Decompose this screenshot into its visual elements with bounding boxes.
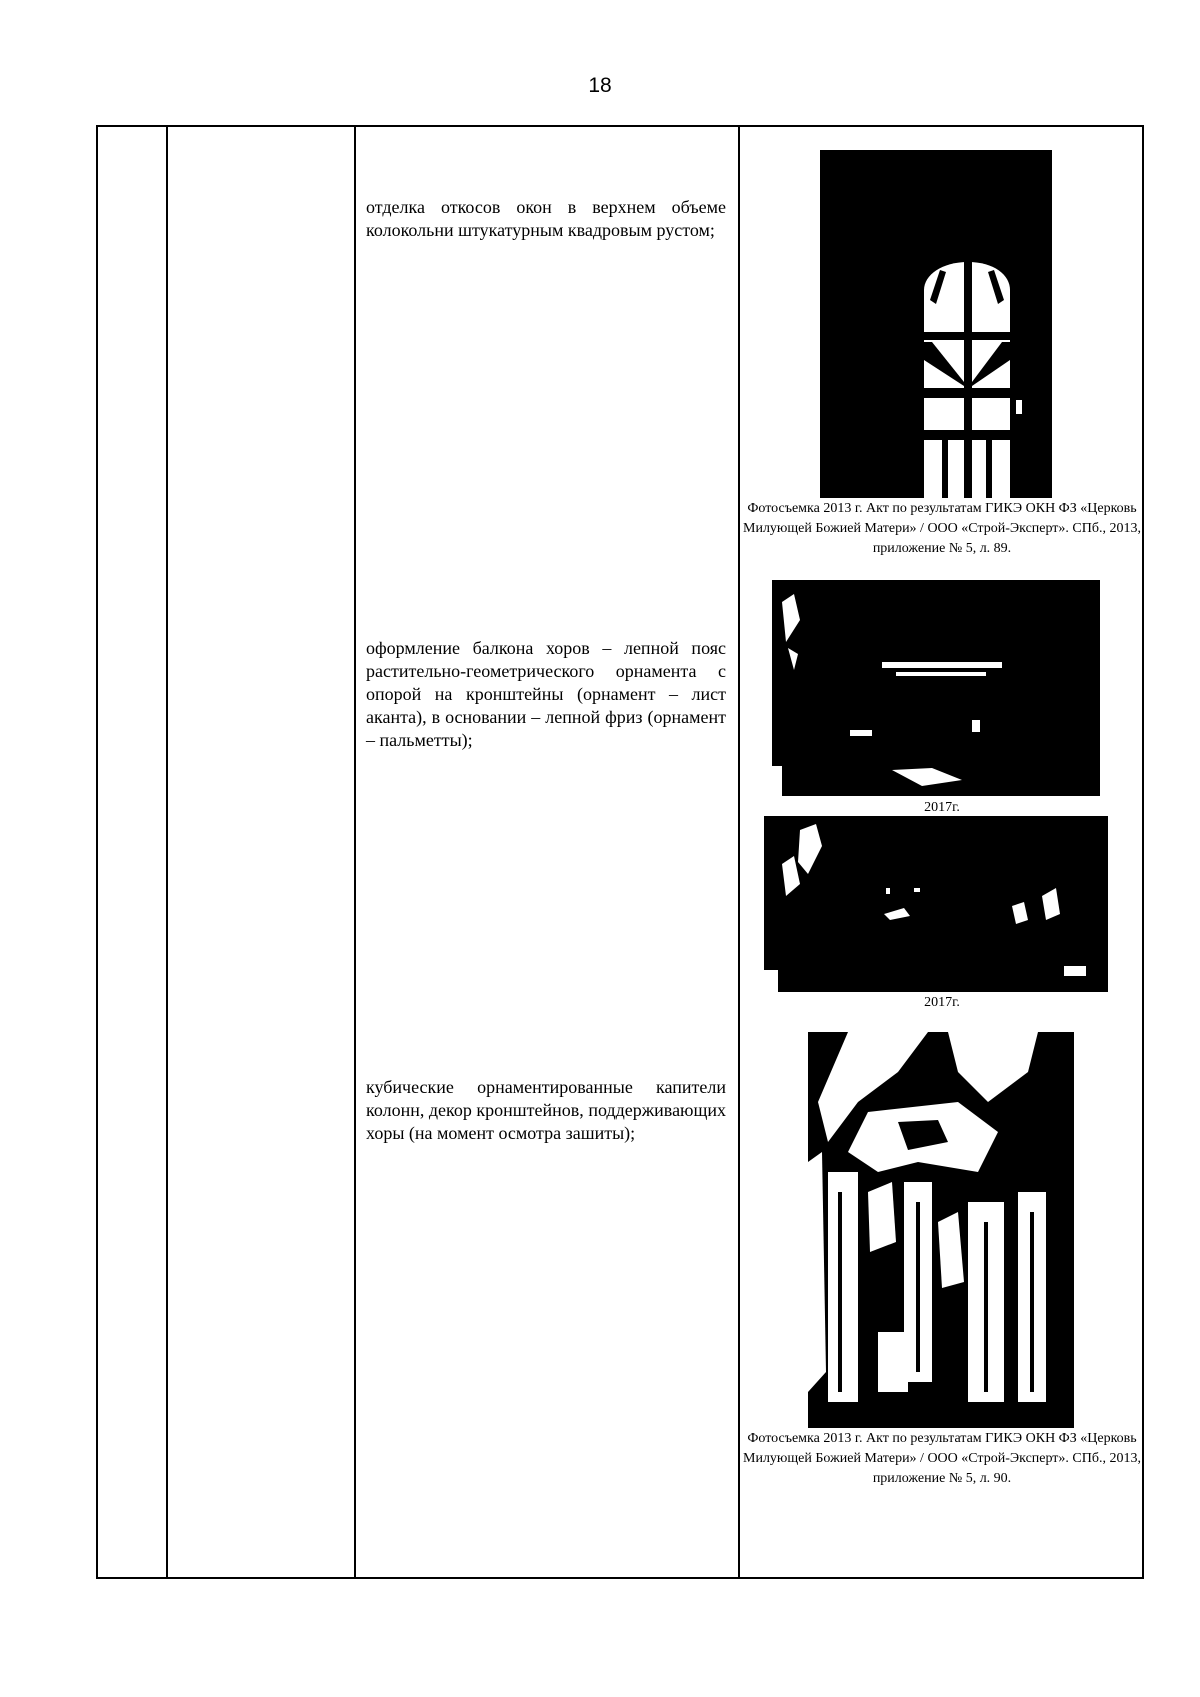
row-2-photo-1-caption: 2017г. (924, 800, 960, 815)
row-3-photo-caption: Фотосъемка 2013 г. Акт по результатам ГИКЭ ОКН ФЗ «Церковь Милующей Божией Матери» / ООО «Строй-Эксперт». СПб., 2013, приложение № 5, л. 90. (743, 1431, 1141, 1486)
row-1-description: отделка откосов окон в верхнем объеме колокольни штукатурным квадровым рустом; (366, 197, 726, 240)
column-divider (354, 125, 356, 1579)
column-divider (738, 125, 740, 1579)
page-number: 18 (588, 74, 612, 97)
balcony-image-2 (764, 816, 1108, 992)
window-photo (820, 150, 1052, 498)
column-divider (166, 125, 168, 1579)
column-capitals-photo (808, 1032, 1074, 1428)
balcony-image-1 (772, 580, 1100, 796)
row-2-photo-2-caption: 2017г. (924, 995, 960, 1010)
window-image (820, 150, 1052, 498)
row-1-photo-caption: Фотосъемка 2013 г. Акт по результатам ГИКЭ ОКН ФЗ «Церковь Милующей Божией Матери» / ООО «Строй-Эксперт». СПб., 2013, приложение № 5, л. 89. (743, 501, 1141, 556)
balcony-photo (764, 816, 1108, 992)
row-2-description: оформление балкона хоров – лепной пояс растительно-геометрического орнамента с опорой на кронштейны (орнамент – лист аканта), в основании – лепной фриз (орнамент – пальметты); (366, 638, 726, 750)
balcony-photo (772, 580, 1100, 796)
column-capitals-image (808, 1032, 1074, 1428)
row-3-description: кубические орнаментированные капители колонн, декор кронштейнов, поддерживающих хоры (на момент осмотра зашиты); (366, 1077, 726, 1143)
